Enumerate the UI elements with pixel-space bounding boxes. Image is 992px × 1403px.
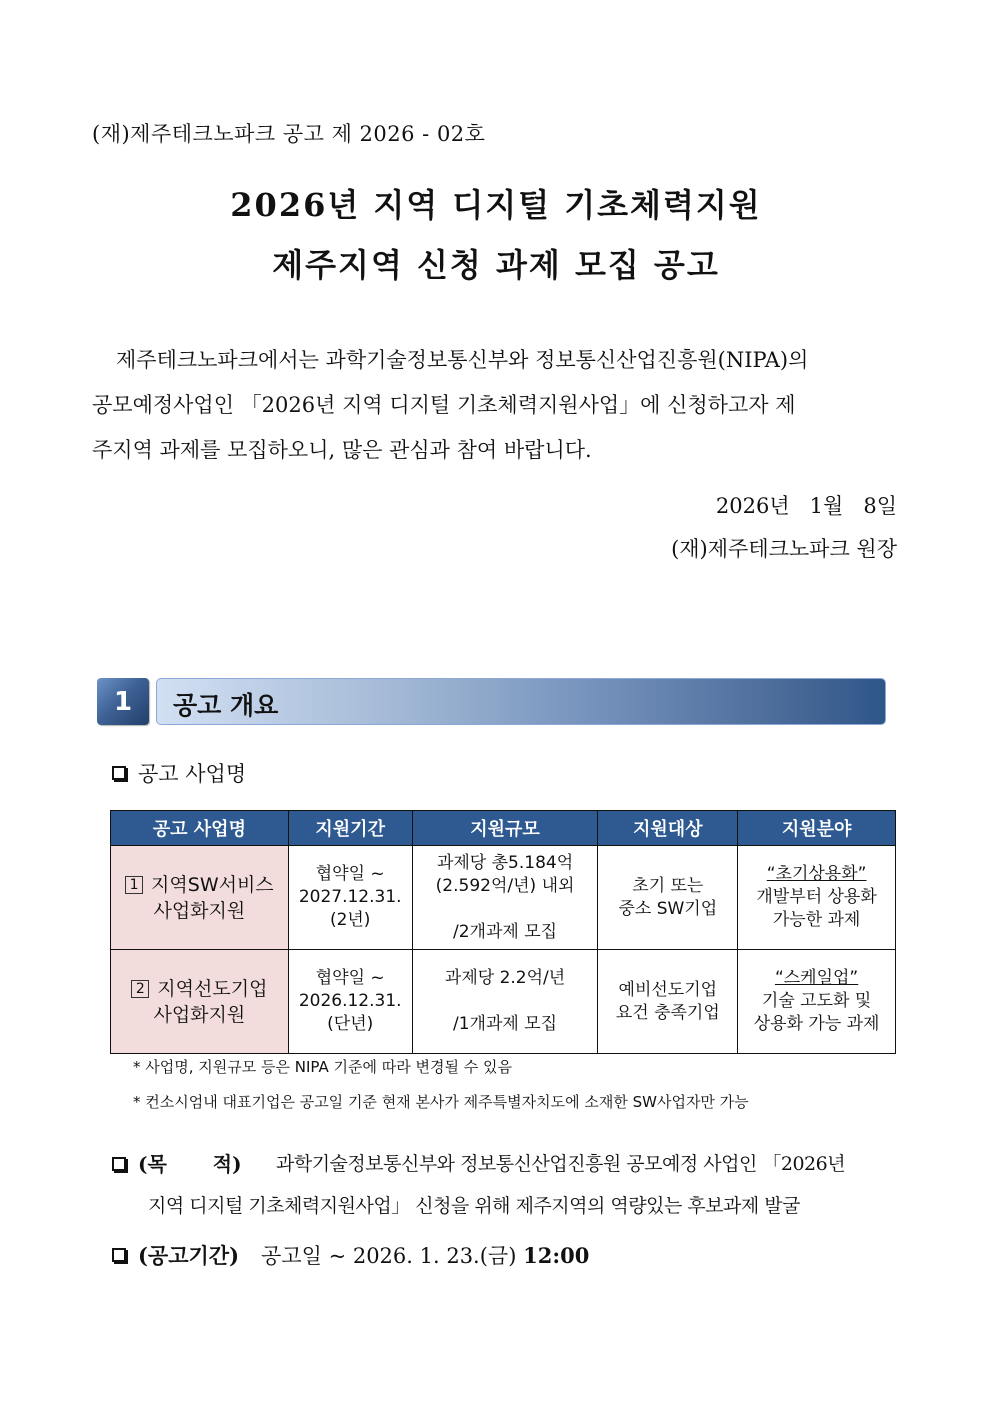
intro-line-2: 공모예정사업인 「2026년 지역 디지털 기초체력지원사업」에 신청하고자 제: [92, 393, 796, 417]
period-line: 2026.12.31.: [298, 991, 402, 1011]
program-name-line: 사업화지원: [153, 899, 246, 922]
program-table: [110, 810, 896, 1054]
period-line: 협약일 ~: [315, 864, 385, 884]
issuer-signature: (재)제주테크노파크 원장: [671, 537, 897, 561]
scale-line: (2.592억/년) 내외: [435, 875, 575, 896]
section-title: 공고 개요: [173, 691, 279, 720]
column-header: 지원기간: [288, 811, 412, 846]
section-header: [97, 678, 886, 725]
target-line: 요건 충족기업: [615, 1002, 720, 1023]
field-keyword: “스케일업”: [774, 968, 859, 988]
scale-line: /2개과제 모집: [453, 921, 558, 942]
intro-line-1: 제주테크노파크에서는 과학기술정보통신부와 정보통신산업진흥원(NIPA)의: [116, 348, 809, 372]
period-cell: [288, 846, 412, 950]
period-line: (단년): [327, 1014, 374, 1034]
period-cell: [288, 950, 412, 1054]
program-name-heading: [112, 758, 246, 788]
program-name-line: 사업화지원: [153, 1003, 246, 1026]
target-cell: [598, 950, 738, 1054]
column-header: 공고 사업명: [111, 811, 289, 846]
footnote: * 사업명, 지원규모 등은 NIPA 기준에 따라 변경될 수 있음: [133, 1058, 512, 1076]
period-value: 공고일 ~ 2026. 1. 23.(금): [261, 1244, 517, 1268]
program-name-label: 공고 사업명: [138, 762, 247, 786]
announcement-date: 2026년 1월 8일: [715, 494, 897, 518]
document-number: (재)제주테크노파크 공고 제 2026 - 02호: [92, 122, 486, 146]
checkbox-bullet-icon: [112, 1248, 126, 1262]
target-cell: [598, 846, 738, 950]
column-header: 지원대상: [598, 811, 738, 846]
section-number-badge: 1: [97, 678, 149, 725]
field-line: 기술 고도화 및: [761, 991, 872, 1011]
purpose-label-close: 적): [212, 1152, 242, 1176]
scale-line: 과제당 2.2억/년: [444, 968, 566, 988]
period-line: 2027.12.31.: [298, 887, 402, 907]
page-title-line2: 제주지역 신청 과제 모집 공고: [272, 246, 720, 284]
field-cell: [738, 846, 896, 950]
section-title-bar: [156, 678, 886, 725]
page-title-line1: 2026년 지역 디지털 기초체력지원: [230, 186, 762, 224]
table-row: [111, 950, 896, 1054]
purpose-text-line1: 과학기술정보통신부와 정보통신산업진흥원 공모예정 사업인 「2026년: [276, 1153, 846, 1175]
field-line: 상용화 가능 과제: [753, 1014, 880, 1034]
program-name-line: 지역선도기업: [157, 977, 268, 1000]
purpose-label-open: (목: [138, 1152, 167, 1176]
program-name-line: 지역SW서비스: [151, 873, 274, 896]
footnote: * 컨소시엄내 대표기업은 공고일 기준 현재 본사가 제주특별자치도에 소재한 SW사업자만 가능: [133, 1093, 749, 1111]
period-line: (2년): [329, 910, 371, 930]
scale-line: /1개과제 모집: [453, 1014, 558, 1034]
boxed-number-icon: 2: [131, 980, 149, 998]
purpose-section: [112, 1143, 902, 1227]
target-line: 초기 또는: [632, 875, 704, 896]
table-row: [111, 846, 896, 950]
field-line: 개발부터 상용화: [756, 887, 877, 907]
target-line: 중소 SW기업: [618, 898, 718, 919]
column-header: 지원규모: [412, 811, 598, 846]
checkbox-bullet-icon: [112, 1157, 126, 1171]
intro-paragraph: [92, 338, 897, 473]
boxed-number-icon: 1: [125, 876, 143, 894]
program-name-cell: [111, 950, 289, 1054]
field-keyword: “초기상용화”: [766, 864, 867, 884]
checkbox-bullet-icon: [112, 766, 126, 780]
scale-cell: [412, 846, 598, 950]
scale-line: 과제당 총5.184억: [436, 852, 574, 873]
purpose-label: [138, 1143, 260, 1185]
column-header: 지원분야: [738, 811, 896, 846]
table-header-row: [111, 811, 896, 846]
intro-line-3: 주지역 과제를 모집하오니, 많은 관심과 참여 바랍니다.: [92, 438, 592, 462]
period-label: (공고기간): [138, 1243, 240, 1268]
scale-cell: [412, 950, 598, 1054]
purpose-text-line2: 지역 디지털 기초체력지원사업」 신청을 위해 제주지역의 역량있는 후보과제 발굴: [148, 1195, 801, 1217]
field-line: 가능한 과제: [772, 910, 861, 930]
announcement-period: [112, 1240, 589, 1270]
target-line: 예비선도기업: [618, 979, 718, 1000]
period-deadline-time: 12:00: [523, 1242, 590, 1268]
field-cell: [738, 950, 896, 1054]
program-name-cell: [111, 846, 289, 950]
period-line: 협약일 ~: [315, 968, 385, 988]
